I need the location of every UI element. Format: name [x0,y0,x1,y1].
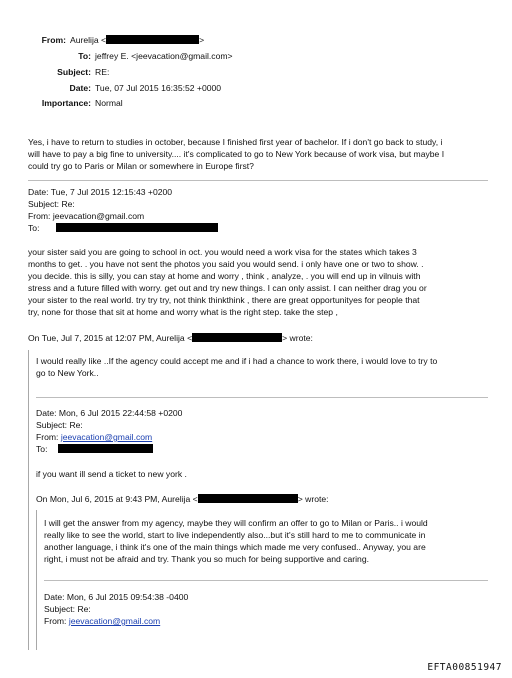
quote-bar [28,350,29,650]
message-line: could try go to Paris or Milan or somewhere in Europe first? [28,161,254,171]
from-label: From: [41,35,66,45]
reply-date: Date: Mon, 6 Jul 2015 09:54:38 -0400 [44,592,189,602]
quote-line: another language, i think it's one of the main things which made me very confused.. Anyway, you are [44,542,426,552]
email-link[interactable]: jeevacation@gmail.com [68,616,161,626]
quote-line: I would really like ..If the agency could accept me and if i had a chance to work there, i would love to try to [36,356,438,366]
redaction-bar [198,494,298,503]
reply-line: you decide. this is silly, you can stay at home and worry , think , analyze, . you will end up in vilnuis with [28,271,421,281]
to-value: jeffrey E. <jeevacation@gmail.com> [95,51,233,61]
reply-from: From: jeevacation@gmail.com [44,616,161,626]
importance-label: Importance: [41,98,91,108]
message-line: Yes, i have to return to studies in october, because I finished first year of bachelor. If i don't go back to study, i [28,137,443,147]
quote-intro: On Mon, Jul 6, 2015 at 9:43 PM, Aurelija < > wrote: [36,494,329,504]
to-label: To: [78,51,91,61]
reply-line: your sister to the real world. try try try, not think thinkthink , there are great opportunityes for people that [28,295,420,305]
quote-line: really like to see the world, start to live independently also...but it's still hard to me to communicate in [44,530,426,540]
redaction-bar [56,223,218,232]
reply-to: To: [36,444,153,455]
reply-line: months to get. . you have not sent the photos you said you would send. i only have one or two to show. . [28,259,424,269]
document-stamp: EFTA00851947 [427,662,502,673]
date-label: Date: [69,83,91,93]
redaction-bar [192,333,282,342]
quote-line: go to New York.. [36,368,99,378]
reply-from: From: jeevacation@gmail.com [28,211,145,221]
from-value: Aurelija < > [70,35,205,45]
reply-to: To: [28,223,218,234]
quote-line: right, i must not be afraid and try. Thank you so much for being supportive and caring. [44,554,369,564]
reply-subject: Subject: Re: [36,420,83,430]
reply-date: Date: Mon, 6 Jul 2015 22:44:58 +0200 [36,408,183,418]
email-link[interactable]: jeevacation@gmail.com [60,432,153,442]
redaction-bar [58,444,153,453]
reply-date: Date: Tue, 7 Jul 2015 12:15:43 +0200 [28,187,173,197]
subject-label: Subject: [57,67,91,77]
redaction-bar [106,35,199,44]
quote-line: I will get the answer from my agency, maybe they will confirm an offer to go to Milan or Paris.. i would [44,518,428,528]
message-line: will have to pay a big fine to university.... it's complicated to go to New York because of work visa, but maybe I [28,149,445,159]
quote-intro: On Tue, Jul 7, 2015 at 12:07 PM, Aurelija < > wrote: [28,333,313,343]
quote-bar [36,510,37,650]
date-value: Tue, 07 Jul 2015 16:35:52 +0000 [95,83,222,93]
reply-line: your sister said you are going to school in oct. you would need a work visa for the states which takes 3 [28,247,417,257]
reply-body: if you want ill send a ticket to new york . [36,469,187,479]
reply-line: stress and a future filled with worry. get out and try new things. I can only assist. I can neither drag you or [28,283,427,293]
reply-line: try, none for those that sit at home and worry what is the right step. take the step , [28,307,338,317]
reply-subject: Subject: Re: [28,199,75,209]
divider [44,580,488,581]
divider [28,180,488,181]
reply-from: From: jeevacation@gmail.com [36,432,153,442]
reply-subject: Subject: Re: [44,604,91,614]
importance-value: Normal [95,98,123,108]
divider [36,397,488,398]
subject-value: RE: [95,67,110,77]
